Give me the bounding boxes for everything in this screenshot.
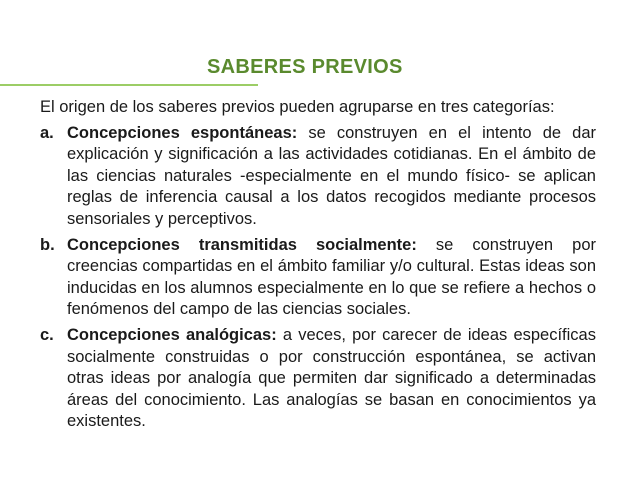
list-item [40, 325, 596, 433]
title-underline [0, 84, 258, 86]
list-item [40, 235, 596, 321]
term-label: Concepciones analógicas: [67, 325, 277, 344]
term-description: se construyen por creencias compartidas en el ámbito familiar y/o cultural. Estas ideas son inducidas en los alumnos especialmente en lo que se refiere a hechos o fenómenos del campo de las ciencias sociales. [67, 235, 596, 319]
list-item-text [67, 235, 596, 321]
list-marker: c. [40, 325, 54, 344]
list-marker: a. [40, 123, 54, 142]
list-item [40, 123, 596, 231]
category-list [40, 123, 596, 433]
list-item-text [67, 325, 596, 433]
list-item-text [67, 123, 596, 231]
term-description: a veces, por carecer de ideas específicas socialmente construidas o por construcción espontánea, se activan otras ideas por analogía que permiten dar significado a determinadas áreas del conocimiento. Las analogías se basan en conocimientos ya existentes. [67, 325, 596, 431]
intro-paragraph: El origen de los saberes previos pueden agruparse en tres categorías: [40, 98, 555, 116]
slide-body [40, 97, 596, 437]
term-description: se construyen en el intento de dar explicación y significación a las actividades cotidianas. En el ámbito de las ciencias naturales -especialmente en el mundo físico- se aplican reglas de inferencia causal a los datos recogidos mediante procesos sensoriales y perceptivos. [67, 123, 596, 228]
list-marker: b. [40, 235, 55, 254]
slide-title: SABERES PREVIOS [207, 56, 403, 78]
term-label: Concepciones espontáneas: [67, 123, 298, 142]
term-label: Concepciones transmitidas socialmente: [67, 235, 417, 254]
